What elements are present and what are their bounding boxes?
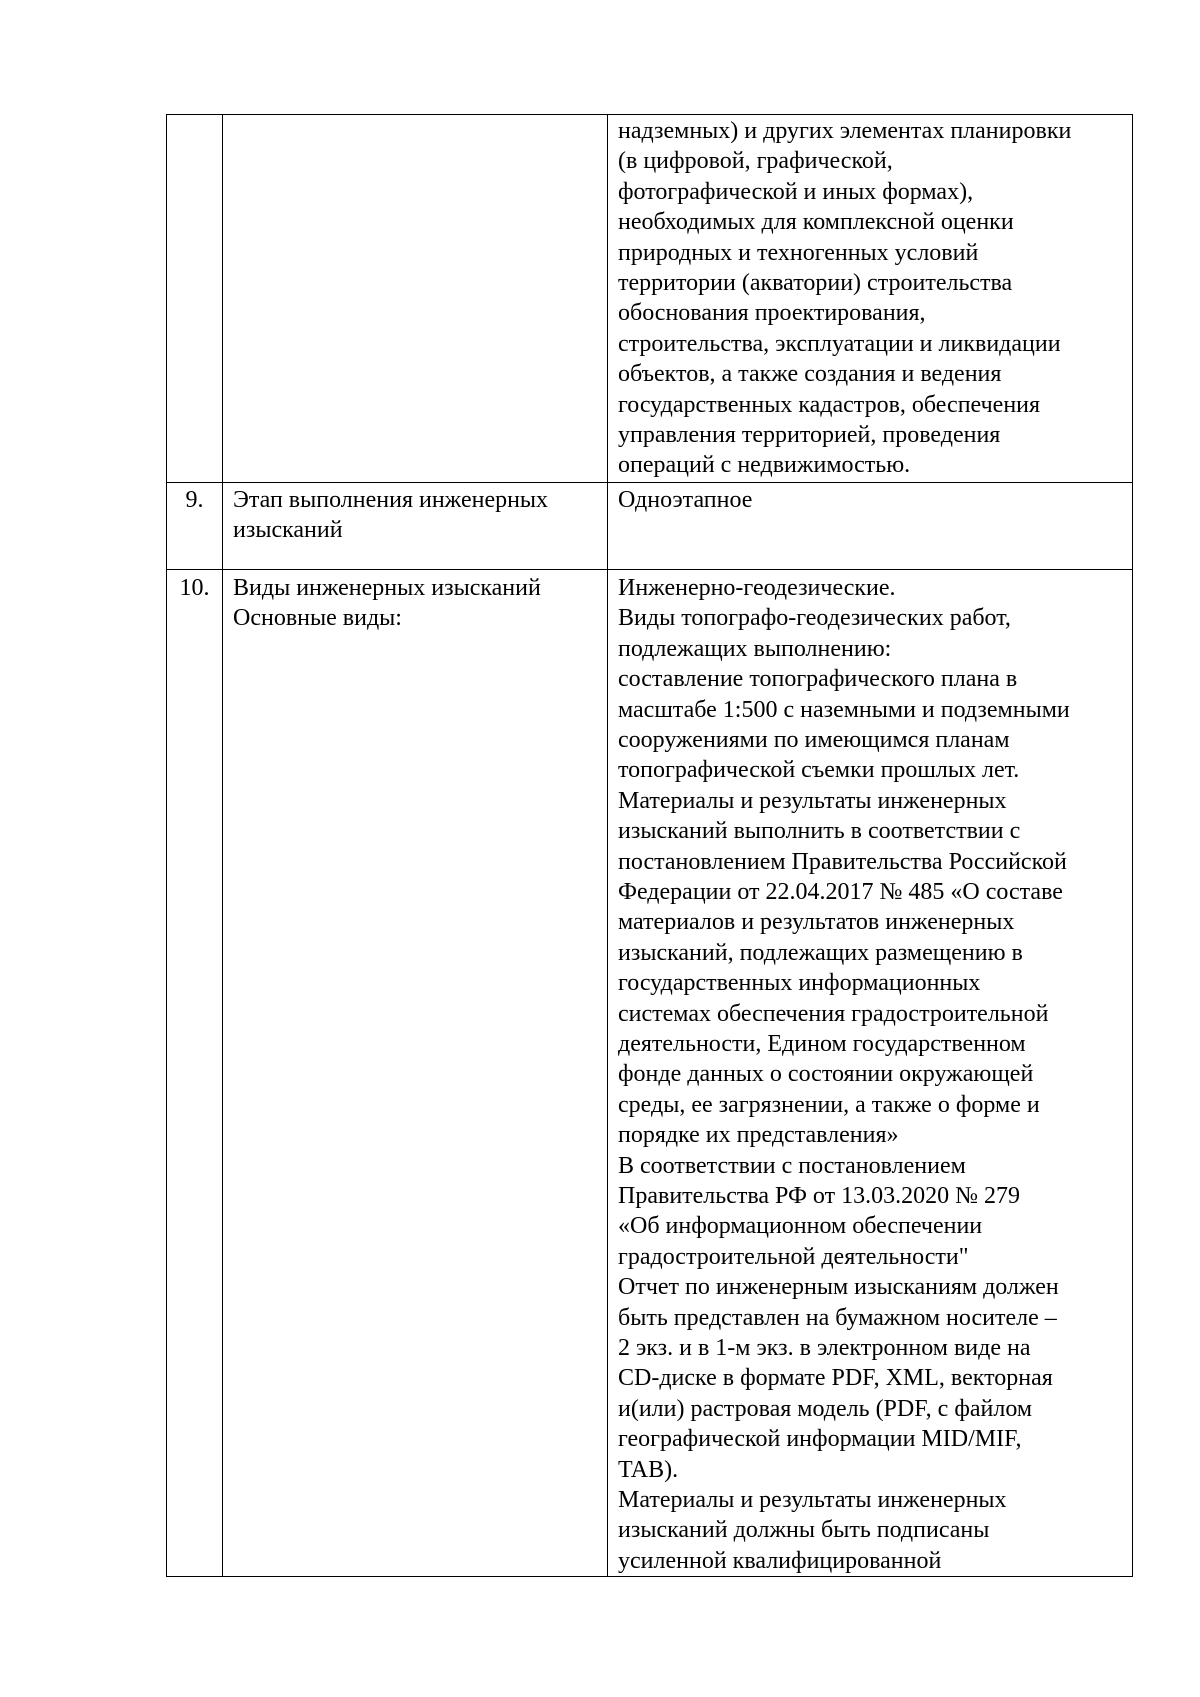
- content-line: градостроительной деятельности": [618, 1243, 969, 1270]
- content-line: Материалы и результаты инженерных: [618, 1487, 1007, 1514]
- content-line: порядке их представления»: [618, 1122, 899, 1149]
- content-line: системах обеспечения градостроительной: [618, 1000, 1049, 1027]
- content-line: быть представлен на бумажном носителе –: [618, 1304, 1057, 1331]
- content-line: и(или) растровая модель (PDF, с файлом: [618, 1395, 1033, 1422]
- content-line: изысканий должны быть подписаны: [618, 1517, 990, 1544]
- table-row-10: [167, 569, 1133, 1576]
- name-line: Виды инженерных изысканий: [233, 574, 541, 601]
- content-line: Материалы и результаты инженерных: [618, 787, 1007, 814]
- content-line: топографической съемки прошлых лет.: [618, 757, 1020, 784]
- row-name-cell: [223, 482, 608, 569]
- name-line: Этап выполнения инженерных: [233, 486, 549, 513]
- content-line: составление топографического плана в: [618, 666, 1018, 693]
- content-line: TAB).: [618, 1456, 679, 1483]
- content-line: фонде данных о состоянии окружающей: [618, 1061, 1034, 1088]
- content-line: изысканий, подлежащих размещению в: [618, 939, 1023, 966]
- content-line: Федерации от 22.04.2017 № 485 «О составе: [618, 878, 1063, 905]
- table-row-9: [167, 482, 1133, 569]
- row-content-cell: [608, 115, 1133, 483]
- content-line: операций с недвижимостью.: [618, 452, 911, 479]
- content-line: строительства, эксплуатации и ликвидации: [618, 330, 1061, 357]
- content-line: изысканий выполнить в соответствии с: [618, 818, 1021, 845]
- specification-table: [166, 114, 1133, 1577]
- row-name-cell: [223, 115, 608, 483]
- row-name-cell: [223, 569, 608, 1576]
- content-line: географической информации MID/MIF,: [618, 1426, 1022, 1453]
- content-line: материалов и результатов инженерных: [618, 909, 1015, 936]
- content-line: фотографической и иных формах),: [618, 178, 974, 205]
- content-line: «Об информационном обеспечении: [618, 1213, 983, 1240]
- content-line: усиленной квалифицированной: [618, 1547, 942, 1574]
- content-line: Правительства РФ от 13.03.2020 № 279: [618, 1183, 1020, 1209]
- content-line: природных и техногенных условий: [618, 239, 979, 266]
- content-line: необходимых для комплексной оценки: [618, 209, 1014, 236]
- row-number-cell: 9.: [167, 482, 223, 569]
- table-row-continuation: [167, 115, 1133, 483]
- content-line: 2 экз. и в 1-м экз. в электронном виде на: [618, 1335, 1031, 1362]
- content-line: масштабе 1:500 с наземными и подземными: [618, 696, 1070, 723]
- content-line: государственных информационных: [618, 970, 981, 997]
- content-line: (в цифровой, графической,: [618, 148, 893, 175]
- content-line: территории (акватории) строительства: [618, 270, 1013, 297]
- content-line: В соответствии с постановлением: [618, 1152, 966, 1179]
- content-line: подлежащих выполнению:: [618, 635, 892, 662]
- content-line: Инженерно-геодезические.: [618, 574, 896, 601]
- content-line: деятельности, Едином государственном: [618, 1030, 1026, 1057]
- row-content-cell: [608, 482, 1133, 569]
- content-line: среды, ее загрязнении, а также о форме и: [618, 1091, 1040, 1118]
- row-number-cell: [167, 115, 223, 483]
- content-line: государственных кадастров, обеспечения: [618, 391, 1041, 418]
- content-line: постановлением Правительства Российской: [618, 848, 1067, 875]
- content-line: CD-диске в формате PDF, XML, векторная: [618, 1365, 1053, 1392]
- content-line: Одноэтапное: [618, 486, 753, 513]
- name-line: Основные виды:: [233, 605, 402, 632]
- content-line: объектов, а также создания и ведения: [618, 361, 1002, 388]
- content-line: сооружениями по имеющимся планам: [618, 726, 1010, 753]
- content-line: надземных) и других элементах планировки: [618, 118, 1072, 144]
- content-line: Отчет по инженерным изысканиям должен: [618, 1274, 1059, 1301]
- content-line: обоснования проектирования,: [618, 300, 926, 327]
- row-content-cell: [608, 569, 1133, 1576]
- content-line: Виды топографо-геодезических работ,: [618, 605, 1011, 632]
- name-line: изысканий: [233, 517, 343, 544]
- content-line: управления территорией, проведения: [618, 422, 1001, 449]
- row-number-cell: 10.: [167, 569, 223, 1576]
